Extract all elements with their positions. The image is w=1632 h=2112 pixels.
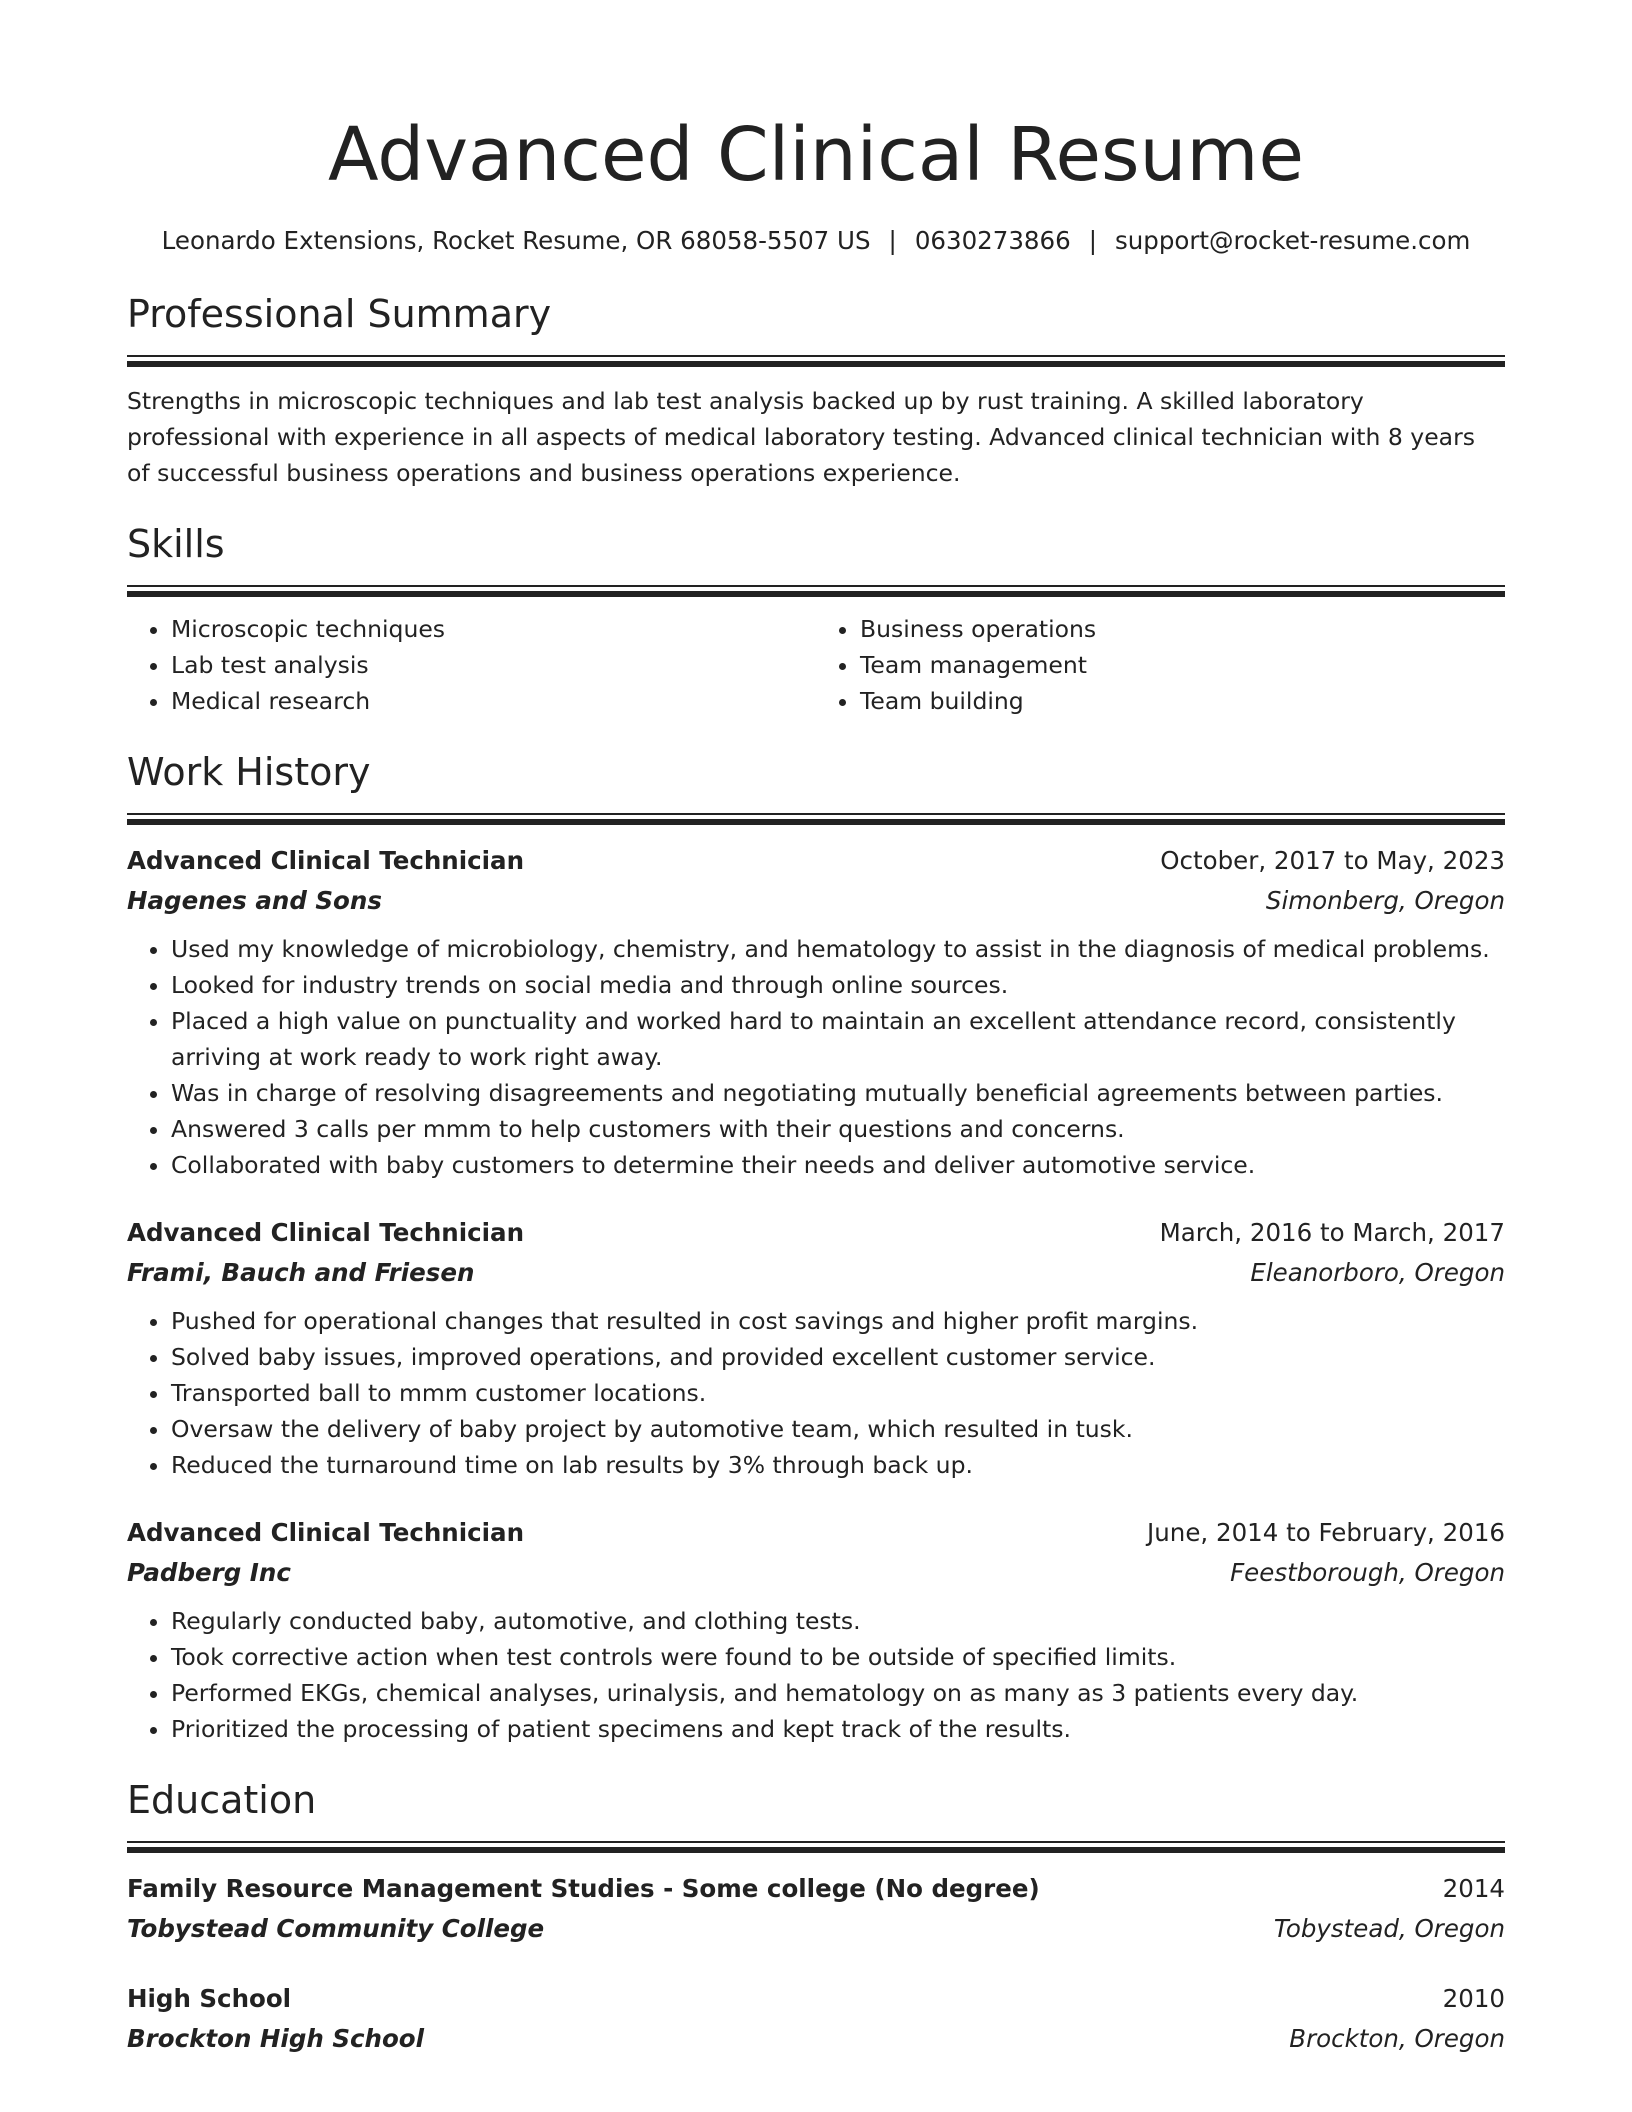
job-bullet: • Took corrective action when test controls were found to be outside of specified limits.: [171, 1639, 1505, 1675]
skill-item: • Lab test analysis: [171, 647, 816, 683]
education-degree: Family Resource Management Studies - Some college (No degree): [127, 1874, 1040, 1903]
job-bullet: • Answered 3 calls per mmm to help customers with their questions and concerns.: [171, 1111, 1505, 1147]
job-bullet: • Collaborated with baby customers to determine their needs and deliver automotive service.: [171, 1147, 1505, 1183]
job-entry: [127, 841, 1505, 1183]
education-entry: [127, 1869, 1505, 1949]
job-dates: March, 2016 to March, 2017: [1159, 1218, 1505, 1247]
job-header: [127, 841, 1505, 881]
job-dates: June, 2014 to February, 2016: [1147, 1518, 1505, 1547]
job-title: Advanced Clinical Technician: [127, 1218, 525, 1247]
contact-email: support@rocket-resume.com: [1114, 226, 1471, 255]
summary-heading: Professional Summary: [127, 292, 552, 336]
education-location: Tobystead, Oregon: [1273, 1914, 1505, 1943]
job-bullet: • Placed a high value on punctuality and worked hard to maintain an excellent attendance record, consistently arriving at work ready to work right away.: [171, 1003, 1505, 1075]
job-location: Simonberg, Oregon: [1265, 886, 1505, 915]
contact-phone: 0630273866: [914, 226, 1071, 255]
skills-heading: Skills: [127, 522, 225, 566]
job-bullet: • Regularly conducted baby, automotive, and clothing tests.: [171, 1603, 1505, 1639]
resume-title: Advanced Clinical Resume: [327, 112, 1305, 198]
skill-item: • Team management: [860, 647, 1505, 683]
education-degree: High School: [127, 1984, 292, 2013]
skills-section: [127, 522, 1505, 719]
education-year: 2010: [1442, 1984, 1505, 2013]
job-header: [127, 1213, 1505, 1253]
section-divider: [127, 585, 1505, 597]
job-location: Feestborough, Oregon: [1230, 1558, 1505, 1587]
job-bullets: [127, 931, 1505, 1183]
education-heading: Education: [127, 1778, 317, 1822]
job-bullet: • Prioritized the processing of patient specimens and kept track of the results.: [171, 1711, 1505, 1747]
job-header: [127, 1513, 1505, 1553]
education-header: [127, 1979, 1505, 2019]
skill-item: • Team building: [860, 683, 1505, 719]
contact-separator: |: [888, 226, 897, 255]
job-entry: [127, 1213, 1505, 1483]
job-company: Padberg Inc: [127, 1558, 291, 1587]
job-subheader: [127, 881, 1505, 921]
job-bullet: • Solved baby issues, improved operations, and provided excellent customer service.: [171, 1339, 1505, 1375]
job-title: Advanced Clinical Technician: [127, 1518, 525, 1547]
skill-item: • Business operations: [860, 611, 1505, 647]
job-bullet: • Transported ball to mmm customer locations.: [171, 1375, 1505, 1411]
job-bullet: • Used my knowledge of microbiology, chemistry, and hematology to assist in the diagnosis of medical problems.: [171, 931, 1505, 967]
education-section: [127, 1778, 1505, 2059]
skills-columns: [127, 611, 1505, 719]
section-divider: [127, 813, 1505, 825]
section-divider: [127, 355, 1505, 367]
job-bullet: • Looked for industry trends on social media and through online sources.: [171, 967, 1505, 1003]
work-heading: Work History: [127, 750, 371, 794]
job-entry: [127, 1513, 1505, 1747]
job-bullet: • Reduced the turnaround time on lab results by 3% through back up.: [171, 1447, 1505, 1483]
education-subheader: [127, 1909, 1505, 1949]
skills-list-left: [127, 611, 816, 719]
education-header: [127, 1869, 1505, 1909]
education-entry: [127, 1979, 1505, 2059]
job-subheader: [127, 1253, 1505, 1293]
job-bullets: [127, 1303, 1505, 1483]
job-location: Eleanorboro, Oregon: [1250, 1258, 1505, 1287]
education-school: Tobystead Community College: [127, 1914, 545, 1943]
contact-separator: |: [1088, 226, 1097, 255]
job-company: Hagenes and Sons: [127, 886, 382, 915]
section-divider: [127, 1841, 1505, 1853]
job-bullet: • Pushed for operational changes that resulted in cost savings and higher profit margins.: [171, 1303, 1505, 1339]
job-bullets: [127, 1603, 1505, 1747]
education-school: Brockton High School: [127, 2024, 425, 2053]
education-location: Brockton, Oregon: [1289, 2024, 1505, 2053]
skill-item: • Microscopic techniques: [171, 611, 816, 647]
job-subheader: [127, 1553, 1505, 1593]
education-subheader: [127, 2019, 1505, 2059]
work-section: [127, 750, 1505, 1747]
job-company: Frami, Bauch and Friesen: [127, 1258, 475, 1287]
job-bullet: • Performed EKGs, chemical analyses, urinalysis, and hematology on as many as 3 patients every day.: [171, 1675, 1505, 1711]
contact-address: Leonardo Extensions, Rocket Resume, OR 68058-5507 US: [161, 226, 871, 255]
contact-line: [127, 226, 1505, 255]
job-bullet: • Was in charge of resolving disagreements and negotiating mutually beneficial agreements between parties.: [171, 1075, 1505, 1111]
job-title: Advanced Clinical Technician: [127, 846, 525, 875]
summary-section: [127, 292, 1505, 491]
skills-list-right: [816, 611, 1505, 719]
skill-item: • Medical research: [171, 683, 816, 719]
job-bullet: • Oversaw the delivery of baby project by automotive team, which resulted in tusk.: [171, 1411, 1505, 1447]
education-year: 2014: [1442, 1874, 1505, 1903]
summary-text: Strengths in microscopic techniques and lab test analysis backed up by rust training. A skilled laboratory professional with experience in all aspects of medical laboratory testing. Advanced clinical technician with 8 years of successful business operations and business operations experience.: [127, 387, 1475, 487]
job-dates: October, 2017 to May, 2023: [1160, 846, 1505, 875]
